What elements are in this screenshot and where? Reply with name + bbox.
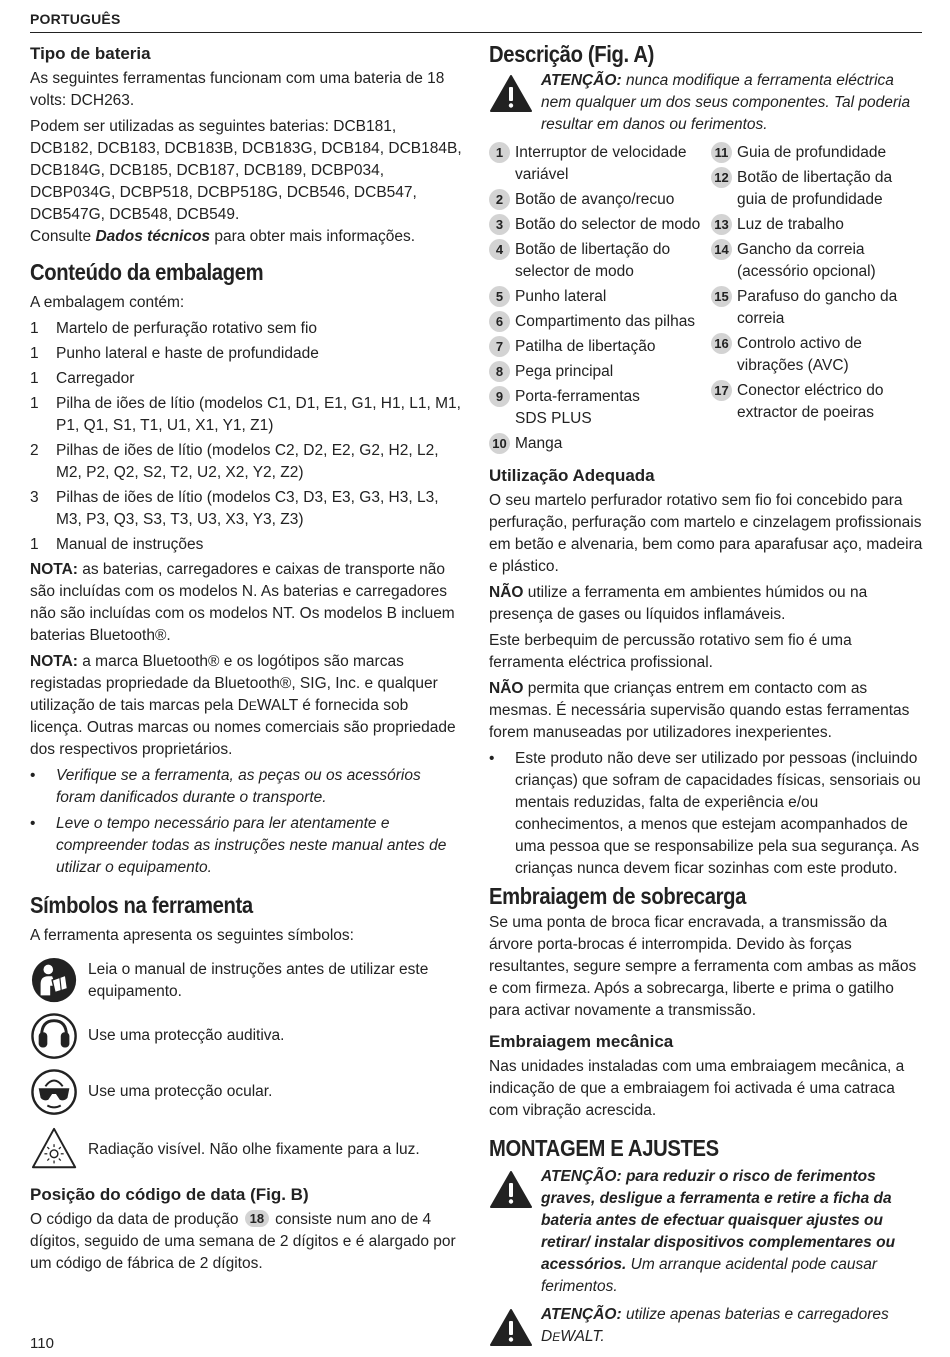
parts-column-2 <box>711 142 923 458</box>
item-text: Pilha de iões de lítio (modelos C1, D1, E1, G1, H1, L1, M1, P1, Q1, S1, T1, U1, X1, Y1, Z1) <box>56 395 461 434</box>
list-item <box>30 440 462 484</box>
symbol-text: Radiação visível. Não olhe fixamente para a luz. <box>88 1141 420 1158</box>
warning-body-a: utilize apenas baterias e carregadores D <box>541 1306 889 1345</box>
item-qty: 1 <box>30 395 39 412</box>
package-title: Conteúdo da embalagem <box>30 259 264 285</box>
part-item <box>711 333 923 377</box>
note-text-a: a marca Bluetooth® e os logótipos são marcas registadas propriedade da Bluetooth®, SIG, Inc. e qualquer utilização de tais marcas pela D <box>30 653 438 714</box>
callout-badge: 18 <box>245 1210 269 1227</box>
symbols-intro: A ferramenta apresenta os seguintes símbolos: <box>30 927 354 944</box>
warning-text <box>541 70 923 136</box>
warning-text <box>541 1166 923 1298</box>
part-label: Patilha de libertação <box>515 338 656 355</box>
battery-p3 <box>30 226 462 248</box>
overload-section <box>489 882 923 1022</box>
mech-clutch-section <box>489 1030 923 1122</box>
part-label: Luz de trabalho <box>737 216 844 233</box>
list-item <box>30 343 462 365</box>
intended-use-section <box>489 464 923 880</box>
warning-block <box>489 70 923 136</box>
page-number: 110 <box>30 1335 54 1352</box>
page-header <box>30 8 922 33</box>
part-item <box>489 142 711 186</box>
parts-column-1 <box>489 142 711 458</box>
warning-block <box>489 1166 923 1298</box>
battery-list-text: Podem ser utilizadas as seguintes baterias: DCB181, DCB182, DCB183, DCB183B, DCB183G, DCB184, DCB184B, DCB184G, DCB185, DCB187, DCB189, DCBP034, DCBP034G, DCBP518, DCBP518G, DCB546, DCB547, DCB547G, DCB548, DCB549. <box>30 118 462 223</box>
visible-radiation-icon <box>30 1125 80 1173</box>
symbol-row <box>30 1013 462 1061</box>
battery-section <box>30 42 462 248</box>
item-qty: 1 <box>30 320 39 337</box>
language-label: PORTUGUÊS <box>30 11 121 27</box>
brand-smallcap: E <box>552 1330 561 1344</box>
bullet-dot: • <box>30 815 36 832</box>
symbol-text: Use uma protecção auditiva. <box>88 1027 285 1044</box>
part-number-badge: 7 <box>489 336 510 357</box>
list-item <box>30 368 462 390</box>
intended-use-p3: Este berbequim de percussão rotativo sem fio é uma ferramenta eléctrica profissional. <box>489 632 852 671</box>
battery-p3-pre: Consulte <box>30 228 96 245</box>
datecode-section <box>30 1183 462 1275</box>
mech-clutch-p1: Nas unidades instaladas com uma embraiagem mecânica, a indicação de que a embraiagem foi activada é uma catraca com vibração acrescida. <box>489 1058 905 1119</box>
note-label: NOTA: <box>30 653 78 670</box>
package-intro: A embalagem contém: <box>30 294 185 311</box>
part-item <box>489 386 711 430</box>
item-qty: 1 <box>30 536 39 553</box>
item-qty: 3 <box>30 489 39 506</box>
note-text-b: WALT é fornecida sob licença. Outras marcas ou nomes comerciais são propriedade dos respectivos proprietários. <box>30 697 456 758</box>
warning-icon <box>489 74 533 114</box>
note-1 <box>30 559 462 647</box>
list-item <box>30 393 462 437</box>
battery-p2 <box>30 116 462 226</box>
symbol-row <box>30 1069 462 1117</box>
list-item <box>30 318 462 340</box>
battery-p3-post: para obter mais informações. <box>210 228 416 245</box>
part-item <box>711 167 923 211</box>
part-item <box>489 311 711 333</box>
part-number-badge: 12 <box>711 167 732 188</box>
emphasis-nao: NÃO <box>489 584 524 601</box>
bullet-item <box>489 748 923 880</box>
assembly-section <box>489 1134 923 1348</box>
item-text: Pilhas de iões de lítio (modelos C3, D3, E3, G3, H3, L3, M3, P3, Q3, S3, T3, U3, X3, Y3, Z3) <box>56 489 439 528</box>
part-label: Controlo activo de vibrações (AVC) <box>737 335 862 374</box>
warning-text <box>541 1304 923 1348</box>
part-label: Botão do selector de modo <box>515 216 701 233</box>
bullet-text: Este produto não deve ser utilizado por pessoas (incluindo crianças) que sofram de capacidades físicas, sensoriais ou mentais reduzidas, falta de experiência e/ou conhecimentos, a menos que estejam acompanhados de uma pessoa que se responsabilize pela sua segurança. As crianças nunca devem ficar sozinhas com este produto. <box>515 750 921 877</box>
overload-p1: Se uma ponta de broca ficar encravada, a transmissão da árvore porta-brocas é interrompida. Devido às forças resultantes, segure sempre a ferramenta com ambas as mãos e com firmeza. Após a sobrecarga, liberte e prima o gatilho para activar novamente a transmissão. <box>489 914 917 1019</box>
part-label: Manga <box>515 435 563 452</box>
part-item <box>489 361 711 383</box>
part-number-badge: 10 <box>489 433 510 454</box>
note-label: NOTA: <box>30 561 78 578</box>
intended-use-title: Utilização Adequada <box>489 466 655 485</box>
warning-body-b: WALT. <box>560 1328 605 1345</box>
warning-block <box>489 1304 923 1348</box>
warning-label: ATENÇÃO: <box>541 1306 622 1323</box>
part-label: Interruptor de velocidade variável <box>515 144 687 183</box>
part-number-badge: 13 <box>711 214 732 235</box>
part-number-badge: 14 <box>711 239 732 260</box>
part-number-badge: 3 <box>489 214 510 235</box>
part-label: Parafuso do gancho da correia <box>737 288 898 327</box>
part-label: Porta-ferramentas SDS PLUS <box>515 388 640 427</box>
part-label: Compartimento das pilhas <box>515 313 696 330</box>
warning-icon <box>489 1308 533 1348</box>
warning-body: nunca modifique a ferramenta eléctrica nem qualquer um dos seus componentes. Tal poderia resultar em danos ou ferimentos. <box>541 72 911 133</box>
datecode-title: Posição do código de data (Fig. B) <box>30 1185 309 1204</box>
part-label: Conector eléctrico do extractor de poeiras <box>737 382 884 421</box>
left-column <box>30 40 462 1279</box>
part-item <box>489 336 711 358</box>
bullet-item <box>30 813 462 879</box>
part-label: Botão de avanço/recuo <box>515 191 675 208</box>
bullet-item <box>30 765 462 809</box>
part-number-badge: 11 <box>711 142 732 163</box>
symbol-row <box>30 957 462 1005</box>
warning-icon <box>489 1170 533 1210</box>
note-text: as baterias, carregadores e caixas de transporte não são incluídas com os modelos N. As baterias e carregadores não são incluídas com os modelos NT. Os modelos B incluem baterias Bluetooth®. <box>30 561 455 644</box>
part-item <box>711 214 923 236</box>
item-text: Punho lateral e haste de profundidade <box>56 345 319 362</box>
bullet-dot: • <box>30 767 36 784</box>
p2-text: utilize a ferramenta em ambientes húmidos ou na presença de gases ou líquidos inflamáveis. <box>489 584 868 623</box>
part-label: Guia de profundidade <box>737 144 887 161</box>
symbol-text: Use uma protecção ocular. <box>88 1083 273 1100</box>
battery-p1: As seguintes ferramentas funcionam com uma bateria de 18 volts: DCH263. <box>30 70 445 109</box>
tech-data-ref: Dados técnicos <box>95 228 211 245</box>
part-item <box>711 142 923 164</box>
symbols-section <box>30 891 462 1173</box>
part-item <box>489 433 711 455</box>
symbol-row <box>30 1125 462 1173</box>
description-title: Descrição (Fig. A) <box>489 41 654 67</box>
list-item <box>30 487 462 531</box>
part-number-badge: 5 <box>489 286 510 307</box>
hearing-protection-icon <box>30 1013 80 1061</box>
list-item <box>30 534 462 556</box>
part-label: Gancho da correia (acessório opcional) <box>737 241 876 280</box>
emphasis-nao: NÃO <box>489 680 524 697</box>
datecode-text <box>30 1209 462 1275</box>
overload-title: Embraiagem de sobrecarga <box>489 883 747 909</box>
datecode-text-pre: O código da data de produção <box>30 1211 243 1228</box>
part-item <box>489 189 711 211</box>
intended-use-p4 <box>489 678 923 744</box>
eye-protection-icon <box>30 1069 80 1117</box>
part-label: Pega principal <box>515 363 614 380</box>
symbols-title: Símbolos na ferramenta <box>30 892 253 918</box>
item-text: Martelo de perfuração rotativo sem fio <box>56 320 318 337</box>
assembly-title: MONTAGEM E AJUSTES <box>489 1135 719 1161</box>
warning-label: ATENÇÃO: <box>541 72 622 89</box>
warning-tail: Um arranque acidental pode causar ferimentos. <box>541 1256 878 1295</box>
bullet-dot: • <box>489 750 495 767</box>
part-number-badge: 8 <box>489 361 510 382</box>
part-item <box>489 239 711 283</box>
symbol-text: Leia o manual de instruções antes de utilizar este equipamento. <box>88 961 429 1000</box>
item-text: Carregador <box>56 370 135 387</box>
part-number-badge: 2 <box>489 189 510 210</box>
intended-use-p2 <box>489 582 923 626</box>
read-manual-icon <box>30 957 80 1005</box>
item-text: Pilhas de iões de lítio (modelos C2, D2, E2, G2, H2, L2, M2, P2, Q2, S2, T2, U2, X2, Y2, Z2) <box>56 442 439 481</box>
part-label: Botão de libertação da guia de profundidade <box>737 169 893 208</box>
part-number-badge: 4 <box>489 239 510 260</box>
part-label: Botão de libertação do selector de modo <box>515 241 671 280</box>
right-column <box>489 40 923 1354</box>
note-2 <box>30 651 462 761</box>
p4-text: permita que crianças entrem em contacto com as mesmas. É necessária supervisão quando estas ferramentas forem manuseadas por utilizadores inexperientes. <box>489 680 910 741</box>
part-item <box>711 286 923 330</box>
part-number-badge: 1 <box>489 142 510 163</box>
intended-use-p1: O seu martelo perfurador rotativo sem fio foi concebido para perfuração, perfuração com martelo e cinzelagem profissionais em betão e alvenaria, bem como para aparafusar aço, madeira e plástico. <box>489 492 923 575</box>
part-number-badge: 15 <box>711 286 732 307</box>
package-list <box>30 318 462 556</box>
mech-clutch-title: Embraiagem mecânica <box>489 1032 674 1051</box>
item-qty: 1 <box>30 345 39 362</box>
battery-title: Tipo de bateria <box>30 44 151 63</box>
part-number-badge: 16 <box>711 333 732 354</box>
part-number-badge: 17 <box>711 380 732 401</box>
part-item <box>711 380 923 424</box>
bullet-text: Leve o tempo necessário para ler atentamente e compreender todas as instruções neste manual antes de utilizar o equipamento. <box>56 815 447 876</box>
part-item <box>489 214 711 236</box>
part-label: Punho lateral <box>515 288 607 305</box>
datecode-text-post: consiste num ano de 4 dígitos, seguido de uma semana de 2 dígitos e é alargado por um código de fábrica de 2 dígitos. <box>30 1211 456 1272</box>
item-qty: 1 <box>30 370 39 387</box>
description-section <box>489 40 923 458</box>
brand-smallcap: E <box>248 699 257 713</box>
part-number-badge: 9 <box>489 386 510 407</box>
item-qty: 2 <box>30 442 39 459</box>
bullet-text: Verifique se a ferramenta, as peças ou os acessórios foram danificados durante o transporte. <box>56 767 421 806</box>
package-section <box>30 258 462 879</box>
item-text: Manual de instruções <box>56 536 204 553</box>
part-number-badge: 6 <box>489 311 510 332</box>
parts-list <box>489 142 923 458</box>
part-item <box>711 239 923 283</box>
warning-bold: ATENÇÃO: para reduzir o risco de ferimentos graves, desligue a ferramenta e retire a ficha da bateria antes de efectuar quaisquer ajustes ou retirar/ instalar dispositivos complementares ou acessórios. <box>541 1168 896 1273</box>
part-item <box>489 286 711 308</box>
